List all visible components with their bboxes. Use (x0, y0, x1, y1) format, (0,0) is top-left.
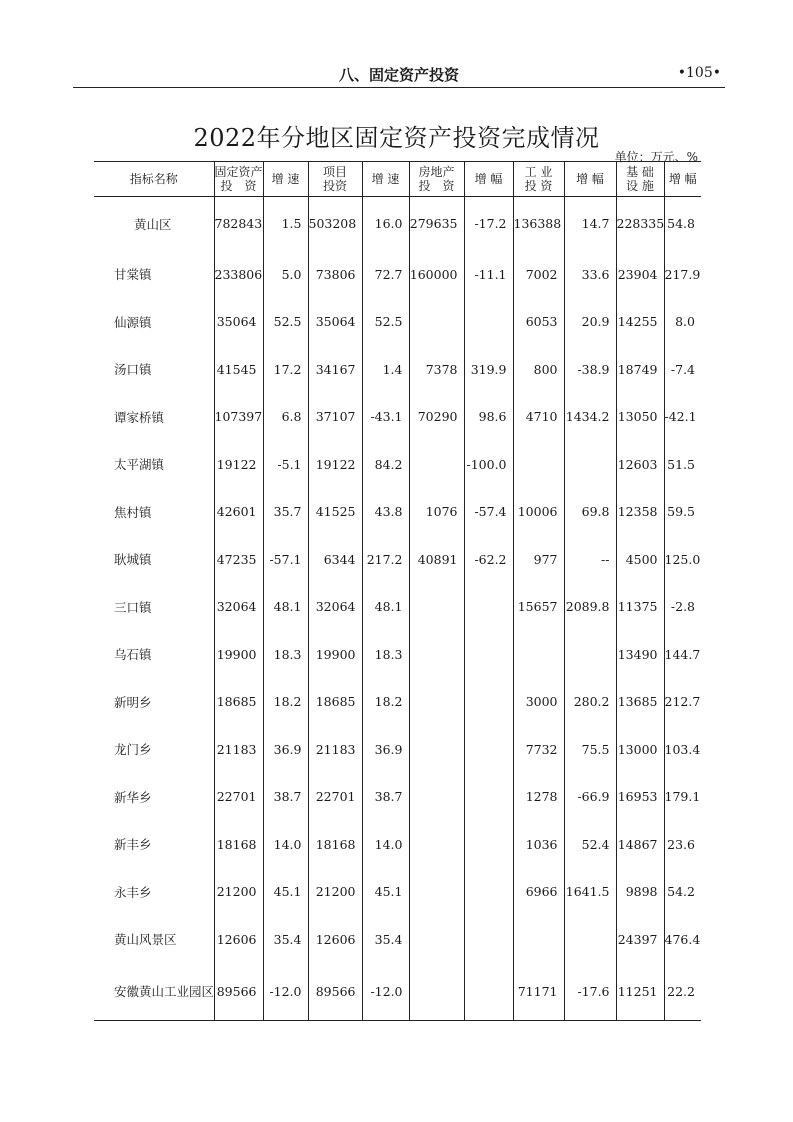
table-cell: 8.0 (664, 298, 701, 346)
table-cell: 228335 (616, 197, 664, 251)
table-cell (409, 868, 464, 916)
column-header (464, 162, 513, 197)
table-cell: 977 (513, 536, 564, 584)
table-cell (464, 916, 513, 964)
table-cell (513, 916, 564, 964)
table-cell: 23904 (616, 251, 664, 299)
column-header (214, 162, 263, 197)
table-cell (409, 631, 464, 679)
table-cell: 22701 (214, 773, 263, 821)
table-cell: 6344 (308, 536, 362, 584)
table-cell: 4500 (616, 536, 664, 584)
table-cell: 279635 (409, 197, 464, 251)
region-name: 汤口镇 (114, 362, 152, 378)
table-cell: 41545 (214, 346, 263, 394)
table-cell: 9898 (616, 868, 664, 916)
table-cell: 84.2 (362, 441, 409, 489)
table-cell: 18685 (214, 678, 263, 726)
table-cell: -12.0 (362, 963, 409, 1020)
table-cell: 800 (513, 346, 564, 394)
table-body (94, 197, 701, 1021)
table-cell (564, 631, 616, 679)
column-header (94, 162, 214, 197)
table-cell: 3000 (513, 678, 564, 726)
region-name: 三口镇 (114, 599, 152, 615)
table-cell: 16953 (616, 773, 664, 821)
table-cell: 13000 (616, 726, 664, 774)
table-title: 2022年分地区固定资产投资完成情况 (193, 124, 600, 152)
table-cell: 217.2 (362, 536, 409, 584)
table-row (94, 773, 701, 821)
region-name: 永丰乡 (114, 884, 152, 900)
table-cell: 35.4 (362, 916, 409, 964)
table-cell: -11.1 (464, 251, 513, 299)
table-cell: 43.8 (362, 488, 409, 536)
table-cell (464, 821, 513, 869)
table-row (94, 393, 701, 441)
table-cell (409, 821, 464, 869)
table-row (94, 678, 701, 726)
table-cell: 15657 (513, 583, 564, 631)
table-cell: 1076 (409, 488, 464, 536)
table-cell: 21200 (214, 868, 263, 916)
table-row (94, 868, 701, 916)
column-header-line: 增 幅 (474, 172, 503, 186)
column-header-line: 增 速 (371, 172, 400, 186)
table-cell: 38.7 (362, 773, 409, 821)
table-cell: 1036 (513, 821, 564, 869)
table-row (94, 488, 701, 536)
table-cell: 14.0 (362, 821, 409, 869)
table-cell: 21183 (308, 726, 362, 774)
table-cell: 1278 (513, 773, 564, 821)
table-cell: 32064 (214, 583, 263, 631)
table-cell: 280.2 (564, 678, 616, 726)
table-cell: 14.0 (263, 821, 308, 869)
table-cell: 18168 (308, 821, 362, 869)
table-cell: 476.4 (664, 916, 701, 964)
column-header-line: 投资 (322, 179, 347, 193)
table-cell: -17.6 (564, 963, 616, 1020)
table-cell: -66.9 (564, 773, 616, 821)
table-cell: -5.1 (263, 441, 308, 489)
table-cell: 136388 (513, 197, 564, 251)
table-cell (409, 678, 464, 726)
table-cell: -7.4 (664, 346, 701, 394)
table-cell: -62.2 (464, 536, 513, 584)
column-header (263, 162, 308, 197)
table-cell: 18749 (616, 346, 664, 394)
table-cell (409, 583, 464, 631)
table-cell (464, 773, 513, 821)
column-header-line: 增 幅 (668, 172, 697, 186)
column-header-line: 指标名称 (129, 172, 178, 186)
table-cell: 45.1 (362, 868, 409, 916)
region-name: 安徽黄山工业园区 (94, 963, 214, 1020)
table-cell (409, 963, 464, 1020)
table-cell: 125.0 (664, 536, 701, 584)
table-cell: 4710 (513, 393, 564, 441)
table-cell: 19900 (214, 631, 263, 679)
column-header-line: 工 业 (524, 165, 553, 179)
table-cell: -42.1 (664, 393, 701, 441)
table-cell: 14867 (616, 821, 664, 869)
table-cell: -12.0 (263, 963, 308, 1020)
region-name: 谭家桥镇 (114, 409, 165, 425)
table-cell: 503208 (308, 197, 362, 251)
table-cell (409, 916, 464, 964)
table-cell: 73806 (308, 251, 362, 299)
table-cell (464, 583, 513, 631)
region-name: 龙门乡 (114, 742, 152, 758)
table-cell: 1434.2 (564, 393, 616, 441)
table-cell: 6.8 (263, 393, 308, 441)
table-cell: 18.2 (263, 678, 308, 726)
table-cell (409, 298, 464, 346)
table-cell: 11251 (616, 963, 664, 1020)
table-cell: 69.8 (564, 488, 616, 536)
table-cell: -43.1 (362, 393, 409, 441)
region-name: 黄山区 (134, 216, 172, 232)
table-cell: 13685 (616, 678, 664, 726)
table-cell (464, 726, 513, 774)
table-cell: 319.9 (464, 346, 513, 394)
table-cell: 10006 (513, 488, 564, 536)
table-cell: 7378 (409, 346, 464, 394)
table-cell: 37107 (308, 393, 362, 441)
table-cell: 36.9 (362, 726, 409, 774)
column-header (616, 162, 664, 197)
table-cell: 12358 (616, 488, 664, 536)
table-cell: 160000 (409, 251, 464, 299)
column-header-line: 投 资 (524, 179, 553, 193)
table-cell: 22.2 (664, 963, 701, 1020)
table-cell (564, 916, 616, 964)
table-cell: 233806 (214, 251, 263, 299)
table-cell: 18685 (308, 678, 362, 726)
table-cell (409, 773, 464, 821)
table-cell: 19900 (308, 631, 362, 679)
table-row (94, 631, 701, 679)
table-cell: -2.8 (664, 583, 701, 631)
table-cell (464, 631, 513, 679)
table-row (94, 251, 701, 299)
table-cell: 35.7 (263, 488, 308, 536)
table-cell: 1.5 (263, 197, 308, 251)
table-row (94, 963, 701, 1020)
table-cell: 19122 (308, 441, 362, 489)
table-cell: 23.6 (664, 821, 701, 869)
table-cell: 42601 (214, 488, 263, 536)
table-cell: 54.2 (664, 868, 701, 916)
table-cell: 98.6 (464, 393, 513, 441)
column-header (564, 162, 616, 197)
table-cell: 14255 (616, 298, 664, 346)
table-cell: 19122 (214, 441, 263, 489)
region-name: 新丰乡 (114, 837, 152, 853)
table-cell: 59.5 (664, 488, 701, 536)
region-name: 新华乡 (114, 789, 152, 805)
table-cell (464, 963, 513, 1020)
table-cell: 14.7 (564, 197, 616, 251)
table-cell: 33.6 (564, 251, 616, 299)
table-cell: 18.3 (362, 631, 409, 679)
column-header-line: 固定资产 (214, 165, 263, 179)
table-cell: 32064 (308, 583, 362, 631)
table-cell: 13490 (616, 631, 664, 679)
table-cell: 212.7 (664, 678, 701, 726)
column-header (513, 162, 564, 197)
table-cell: 38.7 (263, 773, 308, 821)
table-cell: 52.5 (263, 298, 308, 346)
column-header-line: 增 幅 (576, 172, 604, 186)
table-row (94, 536, 701, 584)
header-row (94, 162, 701, 197)
table-row (94, 916, 701, 964)
region-name: 仙源镇 (114, 314, 152, 330)
table-cell: 45.1 (263, 868, 308, 916)
table-cell: 17.2 (263, 346, 308, 394)
column-header (362, 162, 409, 197)
table-cell: 71171 (513, 963, 564, 1020)
column-header-line: 投 资 (220, 179, 257, 193)
table-cell: 89566 (214, 963, 263, 1020)
table-row (94, 346, 701, 394)
table-row (94, 197, 701, 251)
column-header-line: 设 施 (626, 179, 654, 193)
table-cell: 2089.8 (564, 583, 616, 631)
column-header (664, 162, 701, 197)
column-header-line: 增 速 (271, 172, 300, 186)
table-row (94, 821, 701, 869)
table-cell: 782843 (214, 197, 263, 251)
table-cell (513, 441, 564, 489)
column-header-line: 房地产 (418, 165, 455, 179)
table-row (94, 298, 701, 346)
column-header-line: 投 资 (418, 179, 455, 193)
table-cell: 16.0 (362, 197, 409, 251)
table-cell: 18.2 (362, 678, 409, 726)
table-cell: 6053 (513, 298, 564, 346)
table-cell: 107397 (214, 393, 263, 441)
region-name: 耿城镇 (114, 552, 152, 568)
table-cell: 6966 (513, 868, 564, 916)
table-cell: 72.7 (362, 251, 409, 299)
unit-note: 单位：万元、% (614, 150, 698, 164)
table-cell: 34167 (308, 346, 362, 394)
column-header-line: 基 础 (626, 165, 654, 179)
table-cell: 54.8 (664, 197, 701, 251)
table-cell: 40891 (409, 536, 464, 584)
region-name: 乌石镇 (114, 647, 152, 663)
table-cell: 13050 (616, 393, 664, 441)
table-cell (464, 298, 513, 346)
table-cell: 11375 (616, 583, 664, 631)
table-cell: 12603 (616, 441, 664, 489)
table-cell: 52.4 (564, 821, 616, 869)
table-cell: 144.7 (664, 631, 701, 679)
region-name: 焦村镇 (114, 504, 152, 520)
table-cell: 48.1 (362, 583, 409, 631)
page-number: •105• (677, 65, 721, 81)
table-cell (564, 441, 616, 489)
region-name: 太平湖镇 (114, 457, 165, 473)
table-cell: 217.9 (664, 251, 701, 299)
table-cell: 47235 (214, 536, 263, 584)
region-name: 黄山风景区 (114, 932, 177, 948)
table-cell: 18168 (214, 821, 263, 869)
table-cell: 35.4 (263, 916, 308, 964)
table-cell: 21200 (308, 868, 362, 916)
table-cell: 179.1 (664, 773, 701, 821)
table-cell: 7002 (513, 251, 564, 299)
table-cell (513, 631, 564, 679)
table-cell: -38.9 (564, 346, 616, 394)
table-cell: 89566 (308, 963, 362, 1020)
region-name: 甘棠镇 (114, 267, 152, 283)
table-cell: 22701 (308, 773, 362, 821)
table-row (94, 441, 701, 489)
table-cell: 36.9 (263, 726, 308, 774)
table-cell: 35064 (308, 298, 362, 346)
table-cell: 12606 (308, 916, 362, 964)
table-cell: -57.1 (263, 536, 308, 584)
table-cell: 70290 (409, 393, 464, 441)
table-cell: -17.2 (464, 197, 513, 251)
table-cell (409, 441, 464, 489)
table-cell (464, 868, 513, 916)
investment-table (94, 161, 701, 1021)
table-cell: 7732 (513, 726, 564, 774)
column-header (308, 162, 362, 197)
table-cell: 75.5 (564, 726, 616, 774)
running-header (73, 63, 725, 88)
table-cell: 20.9 (564, 298, 616, 346)
table-cell: 41525 (308, 488, 362, 536)
table-cell: 51.5 (664, 441, 701, 489)
section-title: 八、固定资产投资 (338, 66, 459, 84)
table-cell: 1641.5 (564, 868, 616, 916)
column-header (409, 162, 464, 197)
table-cell: -100.0 (464, 441, 513, 489)
table-cell: 12606 (214, 916, 263, 964)
table-row (94, 583, 701, 631)
table-cell: -57.4 (464, 488, 513, 536)
region-name: 新明乡 (114, 694, 152, 710)
table-cell: 1.4 (362, 346, 409, 394)
table-cell (464, 678, 513, 726)
table-cell: 5.0 (263, 251, 308, 299)
table-cell: 24397 (616, 916, 664, 964)
table-cell: -- (564, 536, 616, 584)
table-cell: 18.3 (263, 631, 308, 679)
table-cell: 35064 (214, 298, 263, 346)
column-header-line: 项目 (322, 165, 347, 179)
table-row (94, 726, 701, 774)
table-cell: 52.5 (362, 298, 409, 346)
table-cell: 48.1 (263, 583, 308, 631)
table-cell: 21183 (214, 726, 263, 774)
table-cell (409, 726, 464, 774)
table-cell: 103.4 (664, 726, 701, 774)
